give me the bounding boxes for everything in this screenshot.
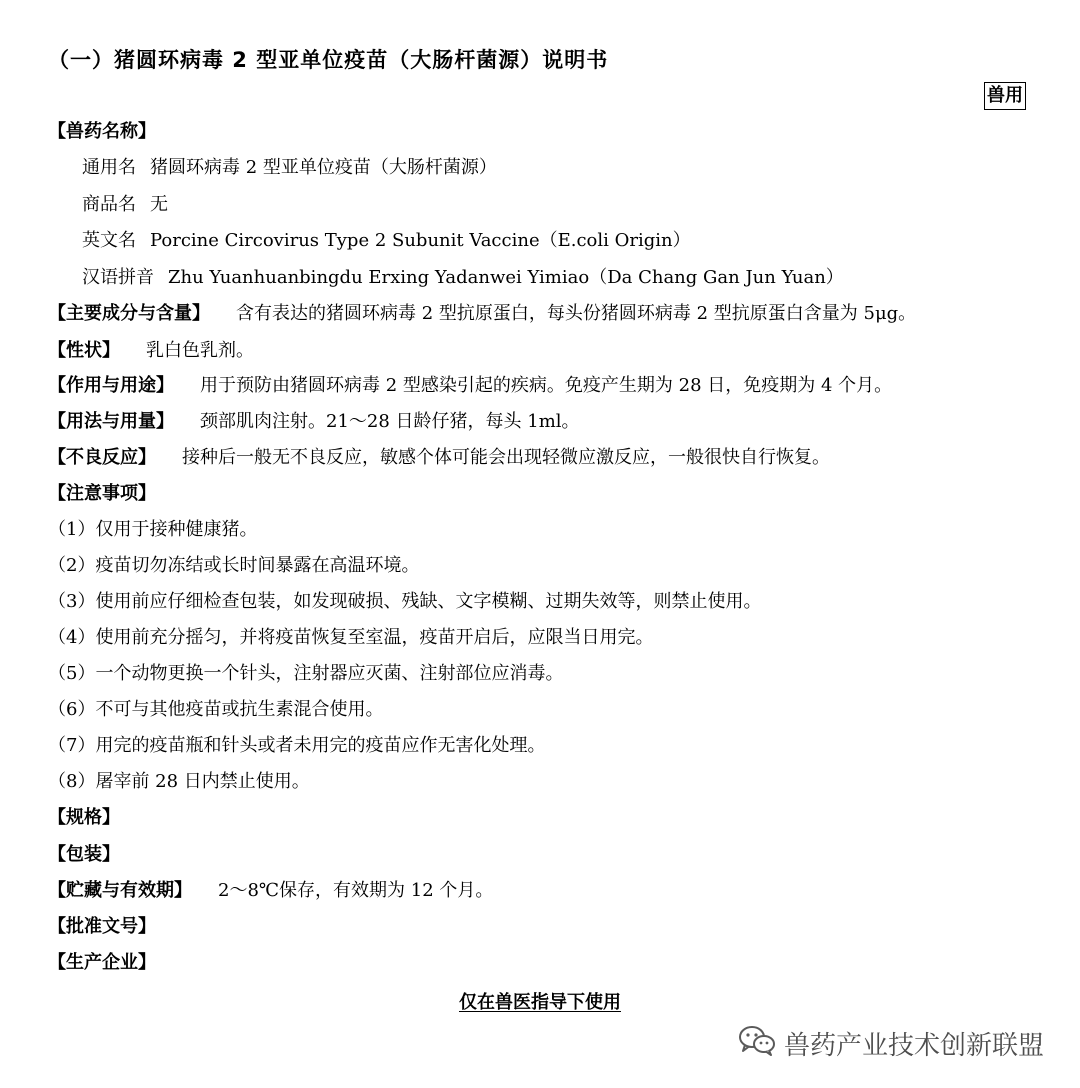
trade-name-label: 商品名 xyxy=(82,194,136,215)
english-name-row xyxy=(82,229,691,253)
storage-text: 2～8℃保存，有效期为 12 个月。 xyxy=(218,880,494,901)
ingredients-text: 含有表达的猪圆环病毒 2 型抗原蛋白，每头份猪圆环病毒 2 型抗原蛋白含量为 5μg。 xyxy=(236,303,917,324)
adverse-text: 接种后一般无不良反应，敏感个体可能会出现轻微应激反应，一般很快自行恢复。 xyxy=(182,447,830,468)
watermark xyxy=(738,1024,1044,1063)
usage-row xyxy=(48,374,892,398)
english-name-label: 英文名 xyxy=(82,230,136,251)
approval-number-heading: 【批准文号】 xyxy=(48,916,156,937)
wechat-icon xyxy=(738,1024,776,1063)
generic-name-row xyxy=(82,156,497,180)
dosage-text: 颈部肌肉注射。21～28 日龄仔猪，每头 1ml。 xyxy=(200,411,580,432)
storage-row xyxy=(48,879,493,903)
usage-text: 用于预防由猪圆环病毒 2 型感染引起的疾病。免疫产生期为 28 日，免疫期为 4 个月。 xyxy=(200,375,893,396)
footer-note xyxy=(0,988,1080,1014)
footer-text: 仅在兽医指导下使用 xyxy=(459,992,621,1013)
packaging-heading: 【包装】 xyxy=(48,844,120,865)
trade-name-value: 无 xyxy=(150,194,168,215)
adverse-heading: 【不良反应】 xyxy=(48,447,156,468)
properties-text: 乳白色乳剂。 xyxy=(146,340,254,361)
manufacturer-heading: 【生产企业】 xyxy=(48,952,156,973)
precaution-item: （7）用完的疫苗瓶和针头或者未用完的疫苗应作无害化处理。 xyxy=(48,735,546,756)
document-title: （一）猪圆环病毒 2 型亚单位疫苗（大肠杆菌源）说明书 xyxy=(48,48,609,72)
precautions-heading: 【注意事项】 xyxy=(48,483,156,504)
properties-heading: 【性状】 xyxy=(48,340,120,361)
precaution-item: （4）使用前充分摇匀，并将疫苗恢复至室温，疫苗开启后，应限当日用完。 xyxy=(48,627,654,648)
precaution-item: （5）一个动物更换一个针头，注射器应灭菌、注射部位应消毒。 xyxy=(48,663,564,684)
usage-heading: 【作用与用途】 xyxy=(48,375,174,396)
dosage-row xyxy=(48,410,580,434)
ingredients-row xyxy=(48,302,916,326)
precaution-item: （2）疫苗切勿冻结或长时间暴露在高温环境。 xyxy=(48,555,420,576)
generic-name-value: 猪圆环病毒 2 型亚单位疫苗（大肠杆菌源） xyxy=(150,157,497,178)
storage-heading: 【贮藏与有效期】 xyxy=(48,880,192,901)
pinyin-label: 汉语拼音 xyxy=(82,267,154,288)
veterinary-use-badge: 兽用 xyxy=(984,82,1026,110)
precaution-item: （8）屠宰前 28 日内禁止使用。 xyxy=(48,771,310,792)
specification-heading: 【规格】 xyxy=(48,807,120,828)
watermark-text: 兽药产业技术创新联盟 xyxy=(783,1031,1044,1061)
trade-name-row xyxy=(82,193,168,217)
english-name-value: Porcine Circovirus Type 2 Subunit Vaccine（E.coli Origin） xyxy=(150,230,691,251)
adverse-row xyxy=(48,446,830,470)
drug-name-heading: 【兽药名称】 xyxy=(48,121,156,142)
pinyin-row xyxy=(82,266,844,290)
precaution-item: （6）不可与其他疫苗或抗生素混合使用。 xyxy=(48,699,384,720)
generic-name-label: 通用名 xyxy=(82,157,136,178)
properties-row xyxy=(48,339,254,363)
pinyin-value: Zhu Yuanhuanbingdu Erxing Yadanwei Yimiao（Da Chang Gan Jun Yuan） xyxy=(168,267,844,288)
dosage-heading: 【用法与用量】 xyxy=(48,411,174,432)
precaution-item: （1）仅用于接种健康猪。 xyxy=(48,519,258,540)
precaution-item: （3）使用前应仔细检查包装，如发现破损、残缺、文字模糊、过期失效等，则禁止使用。 xyxy=(48,591,762,612)
ingredients-heading: 【主要成分与含量】 xyxy=(48,303,210,324)
